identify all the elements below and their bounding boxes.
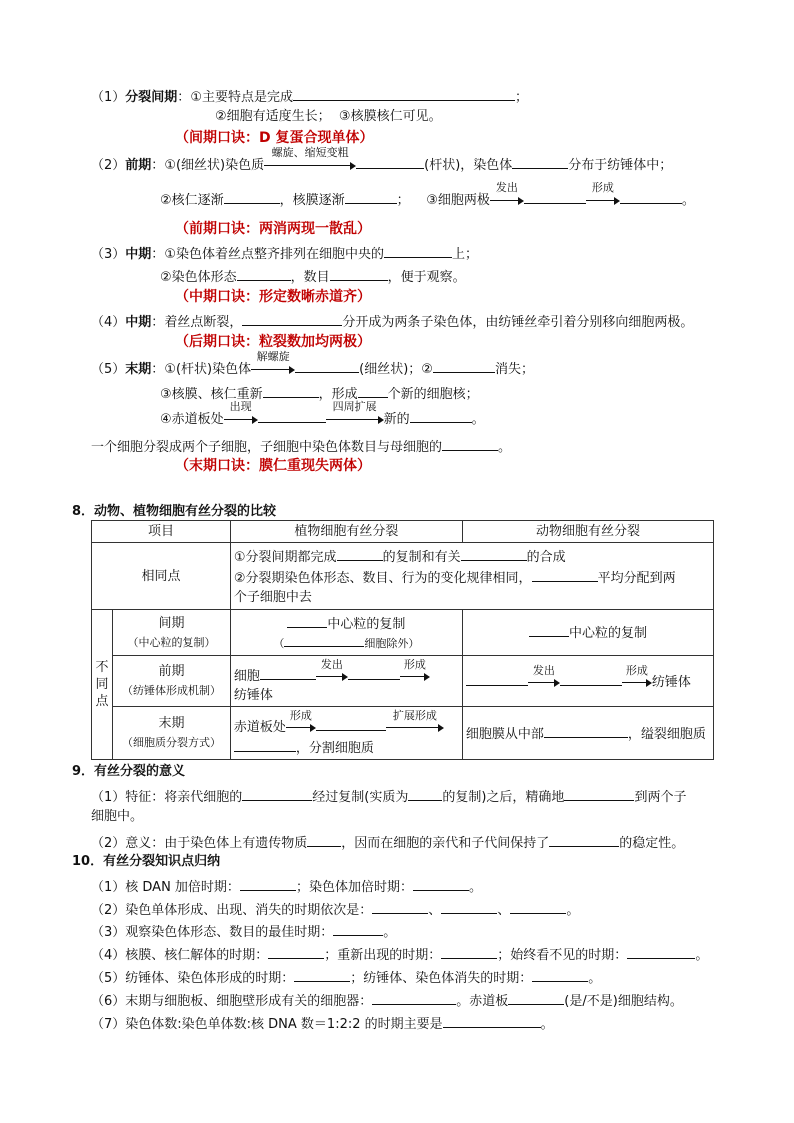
blank[interactable]	[240, 876, 296, 891]
text: 的合成	[526, 549, 566, 565]
text: 、	[428, 903, 442, 918]
q5-line	[91, 967, 601, 988]
text: ①主要特点是完成	[190, 90, 293, 105]
text: 消失；	[494, 362, 534, 377]
header-animal: 动物细胞有丝分裂	[462, 521, 713, 543]
telophase-line-1	[91, 350, 534, 379]
arrow-icon	[264, 146, 356, 169]
arrow-icon	[286, 709, 316, 731]
blank[interactable]	[372, 990, 456, 1005]
blank[interactable]	[532, 567, 598, 582]
blank[interactable]	[384, 243, 452, 258]
text: ；始终看不见的时期：	[497, 948, 628, 963]
anaphase-line	[91, 311, 693, 332]
arrow-label: 形成	[591, 181, 614, 194]
text: ①(细丝状)染色质	[164, 158, 265, 173]
metaphase-line-2	[160, 266, 466, 287]
prophase-animal-cell	[462, 656, 713, 707]
blank[interactable]	[441, 899, 497, 914]
text: 一个细胞分裂成两个子细胞，子细胞中染色体数目与母细胞的	[91, 440, 443, 455]
blank[interactable]	[620, 189, 682, 204]
prophase-plant-cell	[230, 656, 462, 707]
telophase-line-3	[160, 400, 485, 429]
blank[interactable]	[560, 671, 622, 686]
table-row-interphase	[92, 610, 714, 656]
text: 。	[566, 903, 580, 918]
text: 。	[588, 971, 602, 986]
text: （中心粒的复制）	[127, 635, 216, 649]
row-label-same: 相同点	[92, 543, 231, 610]
text: 末期	[158, 716, 185, 731]
colon: ：	[151, 315, 165, 330]
arrow-label: 发出	[320, 658, 343, 671]
colon: ：	[151, 158, 165, 173]
blank[interactable]	[508, 990, 564, 1005]
text: ，数目	[290, 270, 330, 285]
text: ③细胞两极	[426, 193, 490, 208]
arrow-icon	[316, 658, 348, 680]
text: (细丝状)；②	[359, 362, 433, 377]
arrow-icon	[326, 400, 384, 423]
blank[interactable]	[549, 832, 619, 847]
text: 的复制和有关	[382, 549, 461, 565]
text: （7）染色体数:染色单体数:核 DNA 数＝1:2:2 的时期主要是	[91, 1017, 443, 1032]
blank[interactable]	[461, 546, 527, 561]
text: （3）观察染色体形态、数目的最佳时期：	[91, 925, 334, 940]
arrow-icon	[622, 663, 652, 686]
blank[interactable]	[284, 635, 364, 647]
text: 的稳定性。	[619, 836, 685, 851]
item-number: （5）	[91, 362, 126, 377]
text: ①染色体着丝点整齐排列在细胞中央的	[164, 247, 384, 262]
metaphase-line-1	[91, 243, 478, 264]
blank[interactable]	[441, 944, 497, 959]
arrow-label: 螺旋、缩短变粗	[271, 146, 349, 159]
text: ，核膜逐渐	[279, 193, 345, 208]
text: 个新的细胞核；	[387, 387, 479, 402]
blank[interactable]	[295, 358, 359, 373]
blank[interactable]	[413, 876, 469, 891]
text: 。	[540, 1017, 554, 1032]
telophase-title: 末期	[125, 362, 152, 377]
text: ，缢裂细胞质	[627, 726, 706, 742]
text: 间期	[158, 615, 185, 631]
telophase-mnemonic: （末期口诀：膜仁重现失两体）	[175, 458, 371, 474]
item-number: （4）	[91, 315, 126, 330]
text: 新的	[383, 412, 410, 427]
blank[interactable]	[372, 899, 428, 914]
blank[interactable]	[408, 786, 442, 801]
arrow-label: 形成	[289, 709, 312, 722]
interphase-animal-cell	[462, 610, 713, 656]
text: 。	[681, 193, 695, 208]
text: 中心粒的复制	[327, 616, 406, 632]
item-number: （3）	[91, 247, 126, 262]
telophase-animal-cell	[462, 707, 713, 760]
header-item: 项目	[92, 521, 231, 543]
table-header-row	[92, 521, 714, 543]
text: 着丝点断裂，	[164, 315, 243, 330]
text: 细胞膜从中部	[465, 726, 544, 742]
blank[interactable]	[433, 358, 495, 373]
blank[interactable]	[234, 737, 296, 752]
blank[interactable]	[524, 189, 586, 204]
blank[interactable]	[294, 967, 350, 982]
text: （4）核膜、核仁解体的时期：	[91, 948, 269, 963]
section-9-heading: 9．有丝分裂的意义	[72, 764, 186, 779]
text: 。	[471, 412, 485, 427]
text: ；染色体加倍时期：	[295, 880, 413, 895]
header-plant: 植物细胞有丝分裂	[230, 521, 462, 543]
q6-line	[91, 990, 683, 1011]
blank[interactable]	[544, 723, 628, 738]
blank[interactable]	[348, 665, 400, 680]
blank[interactable]	[224, 189, 280, 204]
blank[interactable]	[442, 436, 498, 451]
blank[interactable]	[345, 189, 397, 204]
text: ；重新出现的时期：	[324, 948, 442, 963]
q4-line	[91, 944, 708, 965]
item-number: （1）	[91, 90, 126, 105]
blank[interactable]	[627, 944, 695, 959]
text: ②分裂期染色体形态、数目、行为的变化规律相同，	[233, 570, 532, 586]
prophase-title: 前期	[125, 158, 152, 173]
text: 。赤道板	[456, 994, 509, 1009]
text: 纺锤体	[233, 688, 273, 703]
text: ②染色体形态	[160, 270, 237, 285]
telophase-plant-cell	[230, 707, 462, 760]
text: ，形成	[318, 387, 358, 402]
table-row-telophase	[92, 707, 714, 760]
arrow-icon	[400, 658, 430, 680]
telophase-label-cell	[113, 707, 231, 760]
arrow-icon	[586, 181, 620, 204]
text: ②细胞有适度生长；	[215, 109, 331, 124]
blank[interactable]	[260, 665, 316, 680]
same-content	[230, 543, 713, 610]
row-label-diff	[92, 610, 113, 760]
interphase-title: 分裂间期	[125, 90, 178, 105]
text: ；纺锤体、染色体消失的时期：	[350, 971, 533, 986]
text: ，分割细胞质	[295, 741, 374, 756]
table-row-prophase	[92, 656, 714, 707]
text: ；	[396, 193, 410, 208]
text: 前期	[158, 664, 185, 679]
prophase-line-2	[160, 181, 695, 210]
text: 的复制)之后，精确地	[442, 790, 565, 805]
text: 中心粒的复制	[568, 626, 647, 641]
text: ①(杆状)染色体	[164, 362, 252, 377]
arrow-label: 形成	[625, 663, 648, 677]
prophase-line-1	[91, 146, 673, 175]
text: ①分裂间期都完成	[233, 549, 337, 565]
text: 。	[498, 440, 512, 455]
significance-line	[91, 832, 684, 853]
blank[interactable]	[330, 266, 388, 281]
text: （2）染色单体形成、出现、消失的时期依次是：	[91, 903, 373, 918]
text: 经过复制(实质为	[312, 790, 409, 805]
arrow-label: 解螺旋	[256, 350, 290, 363]
blank[interactable]	[316, 716, 386, 731]
arrow-icon	[251, 350, 295, 373]
text: 平均分配到两	[597, 570, 676, 586]
text: 。	[383, 925, 397, 940]
text: 上；	[451, 247, 478, 262]
text: （5）纺锤体、染色体形成的时期：	[91, 971, 295, 986]
text: （2）意义：由于染色体上有遗传物质	[91, 836, 308, 851]
arrow-icon	[528, 663, 560, 686]
interphase-line	[91, 86, 528, 107]
text: ④赤道板处	[160, 412, 224, 427]
feature-line-2: 细胞中。	[91, 809, 144, 824]
arrow-label: 发出	[532, 663, 555, 677]
text: 纺锤体	[651, 674, 691, 690]
blank[interactable]	[242, 786, 312, 801]
text: ，便于观察。	[387, 270, 466, 285]
blank[interactable]	[337, 546, 383, 561]
text: ②核仁逐渐	[160, 193, 224, 208]
colon: ：	[151, 247, 165, 262]
interphase-mnemonic: （间期口诀：D 复蛋合现单体）	[175, 130, 374, 146]
text: ，因而在细胞的亲代和子代间保持了	[341, 836, 550, 851]
text: ③核膜核仁可见。	[338, 109, 442, 124]
arrow-icon	[224, 400, 258, 423]
q3-line	[91, 921, 396, 942]
blank[interactable]	[263, 383, 319, 398]
text: （	[273, 636, 285, 650]
telophase-line-2	[160, 383, 479, 404]
text: （6）末期与细胞板、细胞壁形成有关的细胞器：	[91, 994, 373, 1009]
text: (杆状)，染色体	[424, 158, 513, 173]
text: 赤道板处	[233, 720, 286, 735]
colon: ：	[151, 362, 165, 377]
arrow-label: 四周扩展	[332, 400, 377, 413]
item-number: （2）	[91, 158, 126, 173]
text: ③核膜、核仁重新	[160, 387, 263, 402]
anaphase-mnemonic: （后期口诀：粒裂数加均两极）	[175, 334, 371, 350]
text: (是/不是)细胞结构。	[564, 994, 683, 1009]
blank[interactable]	[287, 613, 327, 628]
blank[interactable]	[564, 786, 634, 801]
blank[interactable]	[466, 671, 528, 686]
section-8-heading: 8．动物、植物细胞有丝分裂的比较	[72, 504, 277, 519]
arrow-icon	[386, 709, 444, 731]
text: 细胞	[233, 669, 260, 684]
text: （1）特征：将亲代细胞的	[91, 790, 243, 805]
text: 分开成为两条子染色体，由纺锤丝牵引着分别移向细胞两极。	[342, 315, 694, 330]
q1-line	[91, 876, 482, 897]
arrow-label: 扩展形成	[392, 709, 437, 722]
arrow-label: 出现	[229, 400, 252, 413]
blank[interactable]	[356, 154, 424, 169]
text: 。	[695, 948, 709, 963]
text: 、	[497, 903, 511, 918]
text: 个子细胞中去	[233, 589, 312, 605]
metaphase-title: 中期	[125, 247, 152, 262]
blank[interactable]	[242, 311, 342, 326]
blank[interactable]	[410, 408, 472, 423]
text: （细胞质分裂方式）	[121, 736, 221, 749]
text: ；	[514, 90, 528, 105]
comparison-table	[91, 520, 714, 760]
colon: ：	[177, 90, 191, 105]
blank[interactable]	[268, 944, 324, 959]
metaphase-mnemonic: （中期口诀：形定数晰赤道齐）	[175, 289, 371, 305]
blank[interactable]	[258, 408, 326, 423]
text: （1）核 DAN 加倍时期：	[91, 880, 240, 895]
interphase-plant-cell	[230, 610, 462, 656]
arrow-label: 形成	[403, 658, 426, 671]
section-10-heading: 10．有丝分裂知识点归纳	[72, 854, 221, 869]
blank[interactable]	[532, 967, 588, 982]
text: （纺锤体形成机制）	[121, 684, 221, 697]
interphase-line-2	[215, 108, 442, 126]
blank[interactable]	[529, 622, 569, 637]
arrow-icon	[490, 181, 524, 204]
text: 到两个子	[634, 790, 687, 805]
feature-line	[91, 786, 686, 807]
anaphase-title: 中期	[125, 315, 152, 330]
prophase-label-cell	[113, 656, 231, 707]
blank[interactable]	[293, 86, 515, 101]
blank[interactable]	[443, 1013, 541, 1028]
text: 分布于纺锤体中；	[568, 158, 673, 173]
text: 细胞除外）	[364, 636, 420, 650]
q2-line	[91, 899, 579, 920]
telophase-summary	[91, 436, 511, 457]
blank[interactable]	[237, 266, 291, 281]
table-row-same	[92, 543, 714, 610]
blank[interactable]	[333, 921, 383, 936]
blank[interactable]	[307, 832, 341, 847]
arrow-label: 发出	[495, 181, 518, 194]
q7-line	[91, 1013, 554, 1034]
text: 不同点	[95, 660, 109, 709]
prophase-mnemonic: （前期口诀：两消两现一散乱）	[175, 221, 371, 237]
interphase-label-cell	[113, 610, 231, 656]
blank[interactable]	[358, 383, 388, 398]
blank[interactable]	[512, 154, 568, 169]
blank[interactable]	[510, 899, 566, 914]
text: 。	[468, 880, 482, 895]
